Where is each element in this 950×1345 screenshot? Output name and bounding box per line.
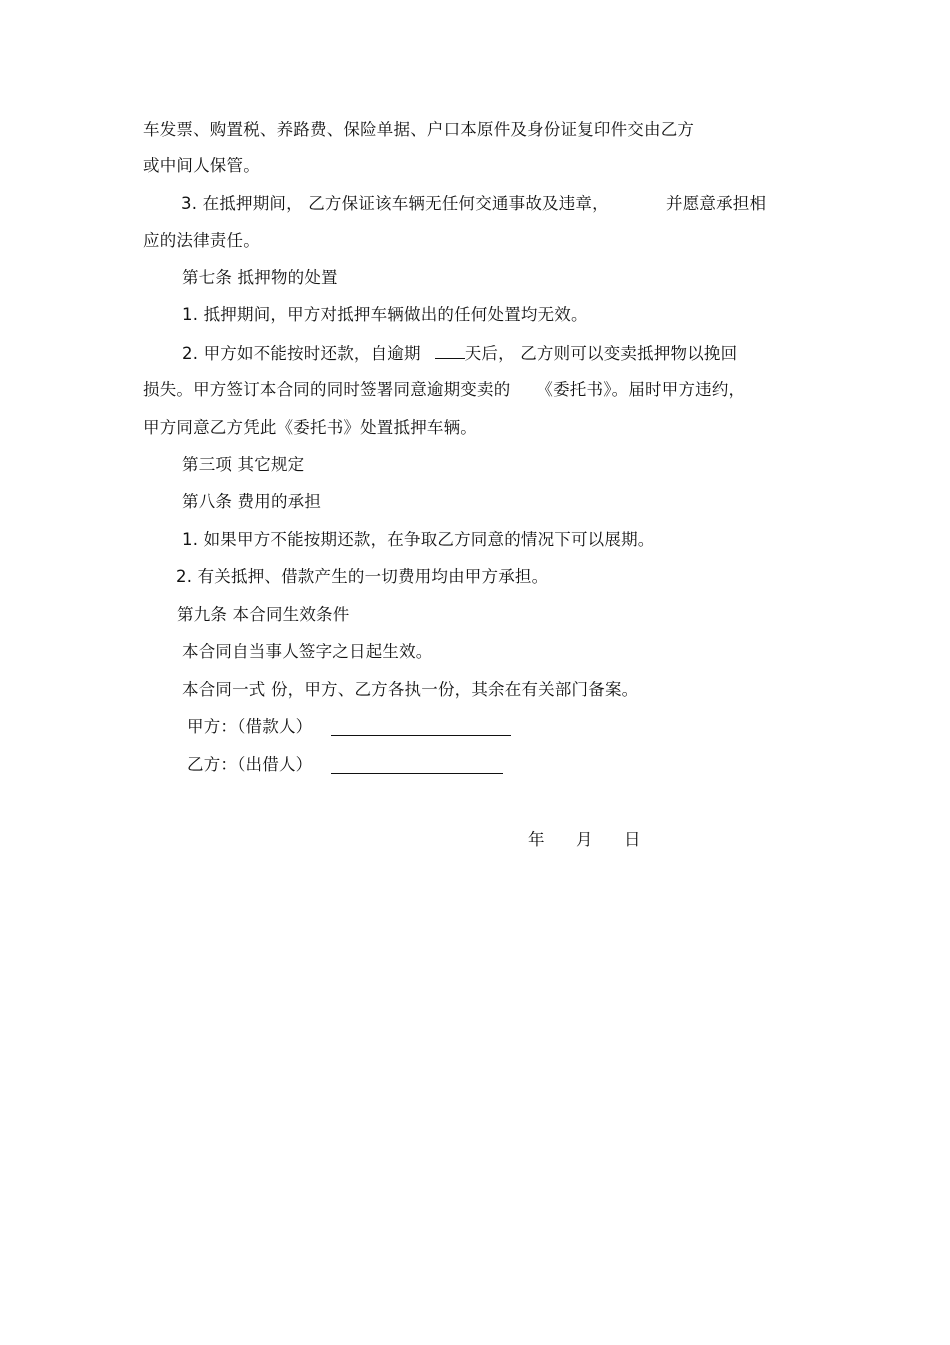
paragraph-line: 或中间人保管。 bbox=[143, 156, 260, 175]
article-heading: 第九条 本合同生效条件 bbox=[177, 605, 350, 624]
date-day: 日 bbox=[624, 830, 641, 849]
party-a-label: 甲方：（借款人） bbox=[187, 717, 313, 736]
article-heading: 第七条 抵押物的处置 bbox=[182, 268, 338, 287]
paragraph-line: 车发票、购置税、养路费、保险单据、户口本原件及身份证复印件交由乙方 bbox=[143, 120, 695, 139]
section-heading: 第三项 其它规定 bbox=[182, 455, 305, 474]
clause-text: 《委托书》。届时甲方违约， bbox=[536, 380, 746, 399]
days-blank[interactable] bbox=[435, 342, 465, 359]
clause-item: 1. 抵押期间，甲方对抵押车辆做出的任何处置均无效。 bbox=[182, 305, 588, 324]
clause-item: 3. 在抵押期间， 乙方保证该车辆无任何交通事故及违章， bbox=[181, 194, 609, 213]
date-year: 年 bbox=[528, 830, 545, 849]
party-b-signature-line[interactable] bbox=[331, 773, 503, 774]
date-month: 月 bbox=[576, 830, 593, 849]
clause-item: 2. 有关抵押、借款产生的一切费用均由甲方承担。 bbox=[176, 567, 549, 586]
party-b-label: 乙方：（出借人） bbox=[187, 755, 313, 774]
clause-text: 2. 甲方如不能按时还款，自逾期 bbox=[182, 344, 421, 363]
party-a-signature-line[interactable] bbox=[331, 735, 511, 736]
paragraph-line: 本合同自当事人签字之日起生效。 bbox=[182, 642, 433, 661]
paragraph-line: 本合同一式 份，甲方、乙方各执一份，其余在有关部门备案。 bbox=[182, 680, 639, 699]
clause-item: 1. 如果甲方不能按期还款，在争取乙方同意的情况下可以展期。 bbox=[182, 530, 655, 549]
paragraph-line: 甲方同意乙方凭此《委托书》处置抵押车辆。 bbox=[143, 418, 477, 437]
clause-item bbox=[182, 342, 737, 365]
article-heading: 第八条 费用的承担 bbox=[182, 492, 322, 511]
paragraph-line: 应的法律责任。 bbox=[143, 231, 260, 250]
clause-text: 损失。甲方签订本合同的同时签署同意逾期变卖的 bbox=[143, 380, 511, 399]
clause-item-continuation: 并愿意承担相 bbox=[666, 194, 767, 213]
paragraph-line bbox=[143, 379, 745, 401]
clause-text: 天后， 乙方则可以变卖抵押物以挽回 bbox=[464, 344, 738, 363]
